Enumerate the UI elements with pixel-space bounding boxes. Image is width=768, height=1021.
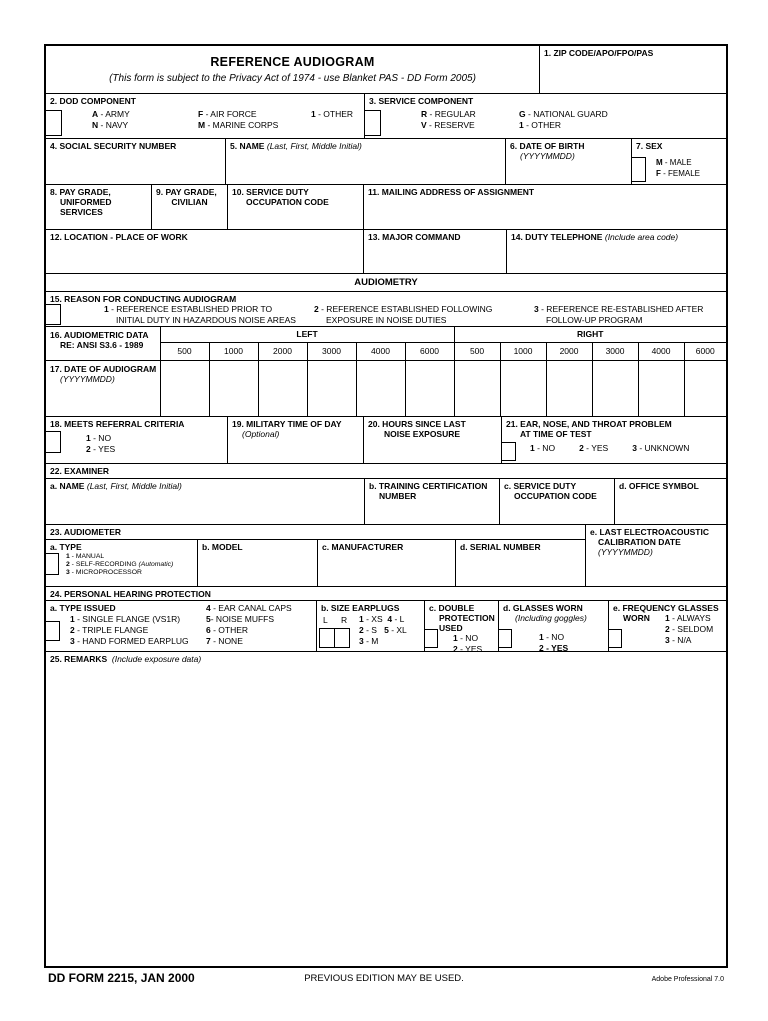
- audiogram-value-cell[interactable]: [638, 360, 684, 417]
- ssn-label: 4. SOCIAL SECURITY NUMBER: [50, 141, 177, 151]
- audiometric-table-row: [46, 327, 726, 417]
- freq-left-3000: 3000: [307, 342, 356, 360]
- office-symbol-field[interactable]: d. OFFICE SYMBOL: [619, 481, 699, 491]
- protection-label: 24. PERSONAL HEARING PROTECTION: [50, 589, 211, 599]
- audiometric-data-label: 16. AUDIOMETRIC DATA RE: ANSI S3.6 - 1989: [46, 327, 160, 360]
- pay-grade-civilian-field[interactable]: 9. PAY GRADE, CIVILIAN: [152, 185, 228, 229]
- double-protection-checkbox[interactable]: [425, 629, 438, 648]
- freq-right-1000: 1000: [500, 342, 546, 360]
- audiogram-value-cell[interactable]: [307, 360, 356, 417]
- earplug-right-checkbox[interactable]: [334, 628, 350, 648]
- audiogram-value-cell[interactable]: [258, 360, 307, 417]
- form-subtitle: (This form is subject to the Privacy Act of 1974 - use Blanket PAS - DD Form 2005): [109, 73, 476, 84]
- audiometer-manufacturer-field[interactable]: c. MANUFACTURER: [318, 540, 456, 586]
- location-field[interactable]: [46, 230, 364, 273]
- freq-right-500: 500: [454, 342, 500, 360]
- service-component-field: [365, 94, 726, 138]
- sex-options: M - MALE F - FEMALE: [656, 158, 701, 178]
- dob-field[interactable]: [506, 139, 632, 184]
- reason-option-2: 2 - REFERENCE ESTABLISHED FOLLOWING EXPOSURE IN NOISE DUTIES: [314, 304, 493, 325]
- military-time-label: 19. MILITARY TIME OF DAY: [232, 419, 342, 429]
- audiogram-value-cell[interactable]: [356, 360, 405, 417]
- ssn-field[interactable]: [46, 139, 226, 184]
- remarks-label: 25. REMARKS (Include exposure data): [50, 654, 202, 664]
- audiometer-row: [46, 525, 726, 587]
- criteria-row: [46, 417, 726, 464]
- freq-right-3000: 3000: [592, 342, 638, 360]
- reason-checkbox[interactable]: [46, 304, 61, 325]
- audiogram-date-row: [46, 360, 726, 417]
- audiometric-table: [46, 327, 726, 417]
- earplug-left-checkbox[interactable]: [319, 628, 335, 648]
- protection-type-field: a. TYPE ISSUED 1 - SINGLE FLANGE (VS1R) 2 - TRIPLE FLANGE 3 - HAND FORMED EARPLUG 4 - EAR CANAL CAPS 5- NOISE MUFFS 6 - OTHER 7 - NONE: [46, 601, 317, 651]
- dd-form-2215: [44, 44, 728, 968]
- audiogram-value-cell[interactable]: [500, 360, 546, 417]
- freq-right-2000: 2000: [546, 342, 592, 360]
- double-protection-field: c. DOUBLE PROTECTION USED 1 - NO 2 - YES: [425, 601, 499, 651]
- audiogram-date-label: 17. DATE OF AUDIOGRAM (YYYYMMDD): [46, 360, 160, 417]
- major-command-field[interactable]: [364, 230, 507, 273]
- earplug-right-label: R: [341, 615, 348, 625]
- dob-label: 6. DATE OF BIRTH: [510, 141, 585, 151]
- calibration-date-field[interactable]: e. LAST ELECTROACOUSTIC CALIBRATION DATE (YYYYMMDD): [590, 527, 710, 557]
- freq-left-1000: 1000: [209, 342, 258, 360]
- referral-criteria-field: 18. MEETS REFERRAL CRITERIA 1 - NO 2 - YES: [46, 417, 228, 463]
- zip-code-field[interactable]: [540, 46, 726, 93]
- audiogram-value-cell[interactable]: [209, 360, 258, 417]
- reason-field: [46, 292, 726, 326]
- right-ear-header: RIGHT: [454, 327, 726, 342]
- audiometer-type-field: a. TYPE 1 - MANUAL 2 - SELF-RECORDING (Automatic) 3 - MICROPROCESSOR: [46, 540, 198, 586]
- frequency-glasses-field: e. FREQUENCY GLASSES WORN 1 - ALWAYS 2 - SELDOM 3 - N/A: [609, 601, 726, 651]
- examiner-header-row: [46, 464, 726, 479]
- service-options: R - REGULAR V - RESERVE G - NATIONAL GUARD 1 - OTHER: [421, 109, 608, 130]
- earplug-size-field: b. SIZE EARPLUGS L R 1 - XS 4 - L 2 - S 5 - XL 3 - M: [317, 601, 425, 651]
- audiometry-band: AUDIOMETRY: [354, 277, 418, 288]
- zip-code-label: 1. ZIP CODE/APO/FPO/PAS: [544, 48, 654, 58]
- reason-row: [46, 292, 726, 327]
- protection-fields-row: [46, 601, 726, 652]
- protection-type-checkbox[interactable]: [46, 621, 60, 641]
- examiner-label: 22. EXAMINER: [50, 466, 110, 476]
- freq-left-500: 500: [160, 342, 209, 360]
- component-row: [46, 94, 726, 139]
- major-command-label: 13. MAJOR COMMAND: [368, 232, 461, 242]
- sex-checkbox[interactable]: [632, 157, 646, 182]
- sex-label: 7. SEX: [636, 141, 663, 151]
- audiogram-value-cell[interactable]: [405, 360, 454, 417]
- ent-problem-field: 21. EAR, NOSE, AND THROAT PROBLEM AT TIME OF TEST 1 - NO 2 - YES 3 - UNKNOWN: [502, 417, 726, 463]
- military-time-optional: (Optional): [242, 429, 280, 439]
- freq-left-2000: 2000: [258, 342, 307, 360]
- reason-option-1: 1 - REFERENCE ESTABLISHED PRIOR TO INITIAL DUTY IN HAZARDOUS NOISE AREAS: [104, 304, 296, 325]
- dod-component-field: [46, 94, 365, 138]
- form-title: REFERENCE AUDIOGRAM: [210, 55, 375, 69]
- remarks-row: [46, 652, 726, 966]
- form-number: DD FORM 2215, JAN 2000: [48, 971, 195, 985]
- audiometry-band-row: [46, 274, 726, 292]
- freq-left-6000: 6000: [405, 342, 454, 360]
- form-title-block: [46, 46, 540, 93]
- dob-format: (YYYYMMDD): [520, 151, 575, 161]
- audiometer-model-field[interactable]: b. MODEL: [198, 540, 318, 586]
- identity-row: [46, 139, 726, 185]
- audiogram-value-cell[interactable]: [160, 360, 209, 417]
- title-row: [46, 46, 726, 94]
- previous-edition: PREVIOUS EDITION MAY BE USED.: [304, 973, 464, 984]
- audiogram-value-cell[interactable]: [454, 360, 500, 417]
- mailing-address-label: 11. MAILING ADDRESS OF ASSIGNMENT: [368, 187, 535, 197]
- pay-grade-uniformed-field[interactable]: 8. PAY GRADE, UNIFORMED SERVICES: [46, 185, 152, 229]
- military-time-field[interactable]: [228, 417, 364, 463]
- duty-telephone-label: 14. DUTY TELEPHONE (Include area code): [511, 232, 679, 242]
- name-field[interactable]: [226, 139, 506, 184]
- dod-options: A - ARMY N - NAVY F - AIR FORCE M - MARINE CORPS 1 - OTHER: [92, 109, 354, 130]
- audiometer-serial-field[interactable]: d. SERIAL NUMBER: [460, 542, 541, 552]
- audiometer-header: 23. AUDIOMETER: [46, 525, 585, 540]
- freq-right-6000: 6000: [684, 342, 726, 360]
- reason-label: 15. REASON FOR CONDUCTING AUDIOGRAM: [50, 294, 237, 304]
- referral-criteria-label: 18. MEETS REFERRAL CRITERIA: [50, 419, 185, 429]
- location-row: [46, 230, 726, 274]
- examiner-cert-field[interactable]: b. TRAINING CERTIFICATION NUMBER: [365, 479, 500, 524]
- examiner-fields-row: [46, 479, 726, 525]
- software-credit: Adobe Professional 7.0: [651, 976, 724, 983]
- examiner-name-field[interactable]: a. NAME (Last, First, Middle Initial): [46, 479, 365, 524]
- protection-header-row: [46, 587, 726, 601]
- left-ear-header: LEFT: [160, 327, 454, 342]
- earplug-left-label: L: [323, 615, 328, 625]
- audiometer-type-checkbox[interactable]: [46, 553, 59, 575]
- service-component-label: 3. SERVICE COMPONENT: [369, 96, 474, 106]
- ent-checkbox[interactable]: [502, 442, 516, 461]
- service-duty-code-field[interactable]: 10. SERVICE DUTY OCCUPATION CODE: [228, 185, 364, 229]
- hours-since-field[interactable]: 20. HOURS SINCE LAST NOISE EXPOSURE: [364, 417, 502, 463]
- name-label: 5. NAME (Last, First, Middle Initial): [230, 141, 362, 151]
- glasses-worn-field: d. GLASSES WORN (Including goggles) 1 - NO 2 - YES: [499, 601, 609, 651]
- paygrade-row: [46, 185, 726, 230]
- referral-checkbox[interactable]: [46, 431, 61, 453]
- service-component-checkbox[interactable]: [365, 110, 381, 136]
- duty-telephone-field[interactable]: [507, 230, 726, 273]
- location-label: 12. LOCATION - PLACE OF WORK: [50, 232, 188, 242]
- dod-component-label: 2. DOD COMPONENT: [50, 96, 136, 106]
- mailing-address-field[interactable]: [364, 185, 726, 229]
- audiogram-value-cell[interactable]: [684, 360, 726, 417]
- audiogram-value-cell[interactable]: [546, 360, 592, 417]
- remarks-field[interactable]: [46, 652, 726, 966]
- freq-left-4000: 4000: [356, 342, 405, 360]
- frequency-glasses-checkbox[interactable]: [609, 629, 622, 648]
- audiogram-value-cell[interactable]: [592, 360, 638, 417]
- dod-component-checkbox[interactable]: [46, 110, 62, 136]
- glasses-worn-checkbox[interactable]: [499, 629, 512, 648]
- reason-option-3: 3 - REFERENCE RE-ESTABLISHED AFTER FOLLOW-UP PROGRAM: [534, 304, 704, 325]
- sex-field: [632, 139, 726, 184]
- examiner-duty-code-field[interactable]: c. SERVICE DUTY OCCUPATION CODE: [500, 479, 615, 524]
- freq-right-4000: 4000: [638, 342, 684, 360]
